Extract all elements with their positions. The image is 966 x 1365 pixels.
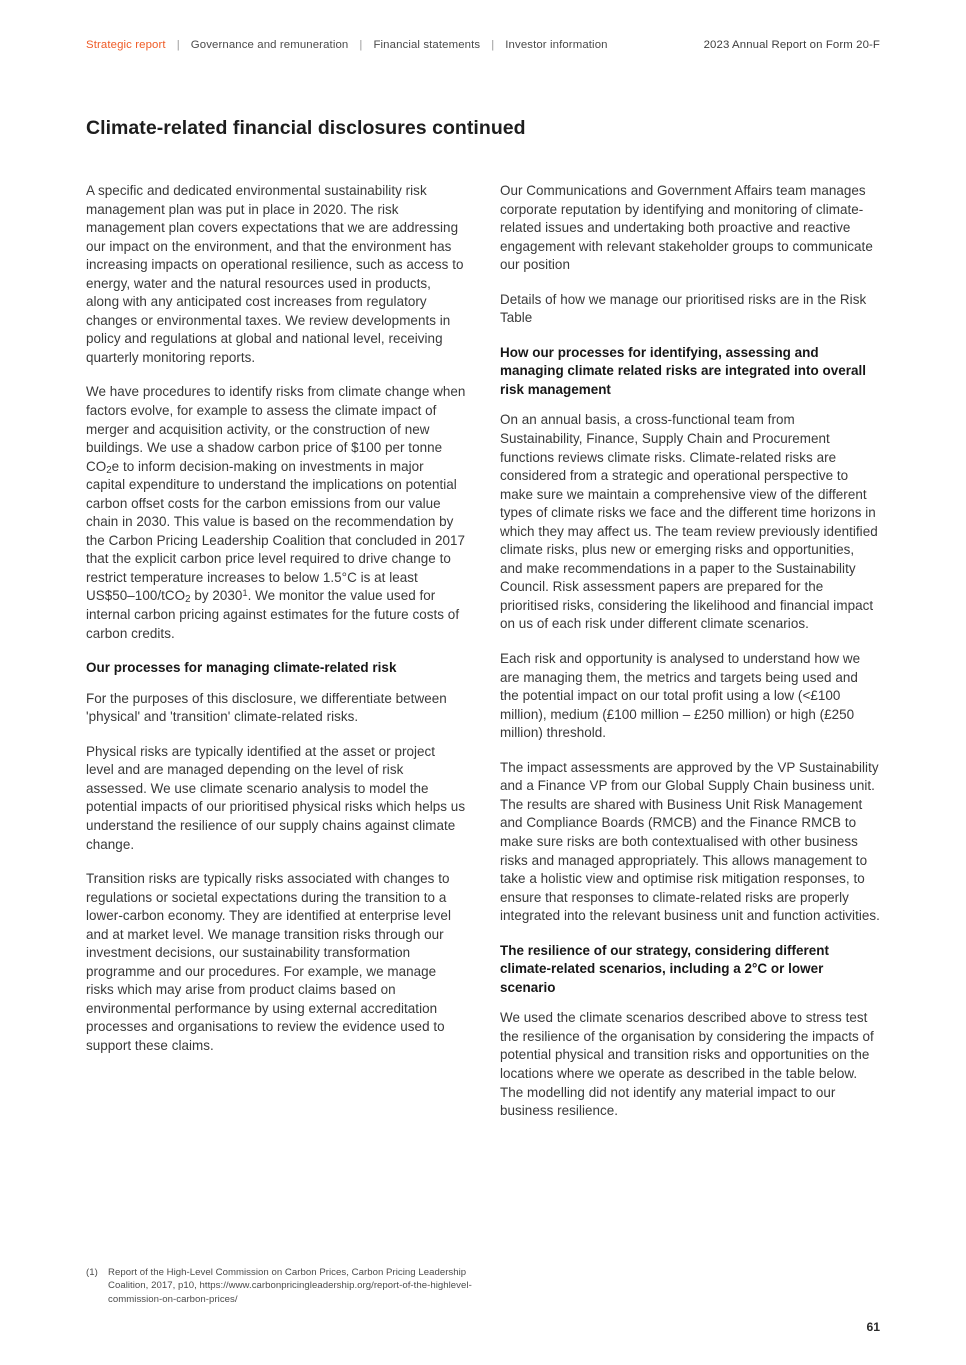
nav-item-governance-and-remuneration[interactable]: Governance and remuneration [190,39,349,51]
paragraph-transition-risks: Transition risks are typically risks associated with changes to regulations or societal expectations during the transition to a lower-carbon economy. They are identified at enterprise level and at market level. We manage transition risks through our investment decisions, our sustainability transformation programme and our procedures. For example, we manage risks which may arise from product claims based on environmental performance by using external accreditation processes and organisations to review the evidence used to support these claims. [86,871,451,1053]
footnote-marker: (1) [86,1267,98,1278]
page-header [86,39,880,51]
nav-separator: | [359,39,363,51]
nav-item-investor-information[interactable]: Investor information [505,39,608,51]
right-column [500,182,880,1121]
paragraph-part: by 2030 [190,588,243,604]
section-nav [86,39,608,51]
subscript-co2-first: 2 [106,464,112,476]
subheading-processes-integrated-risk-management: How our processes for identifying, assessing and managing climate related risks are integrated into overall risk management [500,344,866,397]
paragraph-physical-risks: Physical risks are typically identified at the asset or project level and are managed depending on the level of risk assessed. We use climate scenario analysis to model the potential impacts of our prioritised physical risks which helps us understand the resilience of our supply chains against climate change. [86,743,466,852]
footnote [86,1266,506,1306]
paragraph-communications-government-affairs: Our Communications and Government Affairs team manages corporate reputation by identifying and monitoring of climate-related issues and undertaking both proactive and reactive engagement with relevant stakeholder groups to communicate our position [500,183,873,273]
paragraph-part: We have procedures to identify risks from climate change when factors evolve, for example to assess the climate impact of merger and acquisition activity, or the construction of new buildings. We use a shadow carbon price of $100 per tonne CO [86,384,466,474]
footnote-reference-1[interactable]: 1 [242,588,248,599]
page-title: Climate-related financial disclosures continued [86,117,526,140]
nav-item-strategic-report[interactable]: Strategic report [86,39,166,51]
paragraph-physical-transition-definition: For the purposes of this disclosure, we differentiate between 'physical' and 'transition' climate-related risks. [86,690,447,725]
page-number: 61 [866,1320,880,1334]
footnote-text: Report of the High-Level Commission on Carbon Prices, Carbon Pricing Leadership Coalition, 2017, p10, https://www.carbonpricingleadership.org/report-of-the-highlevel-commission-on-carbon-prices/ [108,1267,472,1305]
subheading-managing-climate-related-risk: Our processes for managing climate-related risk [86,660,397,676]
nav-separator: | [491,39,495,51]
paragraph-sustainability-risk-plan: A specific and dedicated environmental sustainability risk management plan was put in place in 2020. The risk management plan covers expectations that we are addressing our impact on the environment, and that the environment has increasing impacts on operational resilience, such as access to energy, water and the natural resources used in products, along with any anticipated cost increases from regulatory changes or environmental taxes. We review developments in policy and regulations at global and national level, receiving quarterly monitoring reports. [86,183,464,365]
paragraph-shadow-carbon-price [86,383,466,643]
nav-separator: | [176,39,180,51]
paragraph-risk-opportunity-thresholds: Each risk and opportunity is analysed to understand how we are managing them, the metrics and targets being used and the potential impact on our total profit using a low (<£100 million), medium (£100 million – £250 million) or high (£250 million) threshold. [500,651,861,741]
paragraph-climate-scenario-stress-test: We used the climate scenarios described above to stress test the resilience of the organisation by considering the impacts of potential physical and transition risks and opportunities on the locations where we operate as described in the table below. The modelling did not identify any material impact to our business resilience. [500,1010,874,1119]
subscript-co2-second: 2 [185,594,191,606]
paragraph-impact-assessment-approvals: The impact assessments are approved by the VP Sustainability and a Finance VP from our Global Supply Chain business unit. The results are shared with Business Unit Risk Management and Compliance Boards (RMCB) and the Finance RMCB to make sure risks are both contextualised with other business risks and managed appropriately. This allows management to take a holistic view and optimise risk mitigation responses, to ensure that responses to climate-related risks are properly integrated into the relevant business unit and function activities. [500,759,880,924]
paragraph-part: . We monitor the value used for internal carbon pricing against estimates for the future costs of carbon credits. [86,588,460,641]
paragraph-part: e to inform decision-making on investments in major capital expenditure to understand the implications on potential carbon offset costs for the carbon emissions from our value chain in 2030. This value is based on the recommendation by the Carbon Pricing Leadership Coalition that concluded in 2017 that the explicit carbon price level required to drive change to restrict temperature increases to below 1.5°C is at least US$50–100/tCO [86,458,466,604]
report-title-label: 2023 Annual Report on Form 20-F [703,39,880,51]
body-columns [86,182,880,1121]
paragraph-annual-cross-functional-review: On an annual basis, a cross-functional team from Sustainability, Finance, Supply Chain and Procurement functions reviews climate risks. Climate-related risks are considered from a strategic and operational perspective to make sure we maintain a comprehensive view of the different types of climate risks we face and the different time horizons in which they may affect us. The team review previously identified climate risks, plus new or emerging risks and opportunities, and make recommendations in a paper to the Sustainability Council. Risk assessment papers are prepared for the prioritised risks, considering the likelihood and financial impact on us of each risk under different climate scenarios. [500,412,878,632]
left-column [86,182,466,1121]
paragraph-risk-table-reference: Details of how we manage our prioritised risks are in the Risk Table [500,291,867,326]
nav-item-financial-statements[interactable]: Financial statements [373,39,481,51]
subheading-resilience-of-strategy: The resilience of our strategy, considering different climate-related scenarios, including a 2°C or lower scenario [500,942,829,995]
